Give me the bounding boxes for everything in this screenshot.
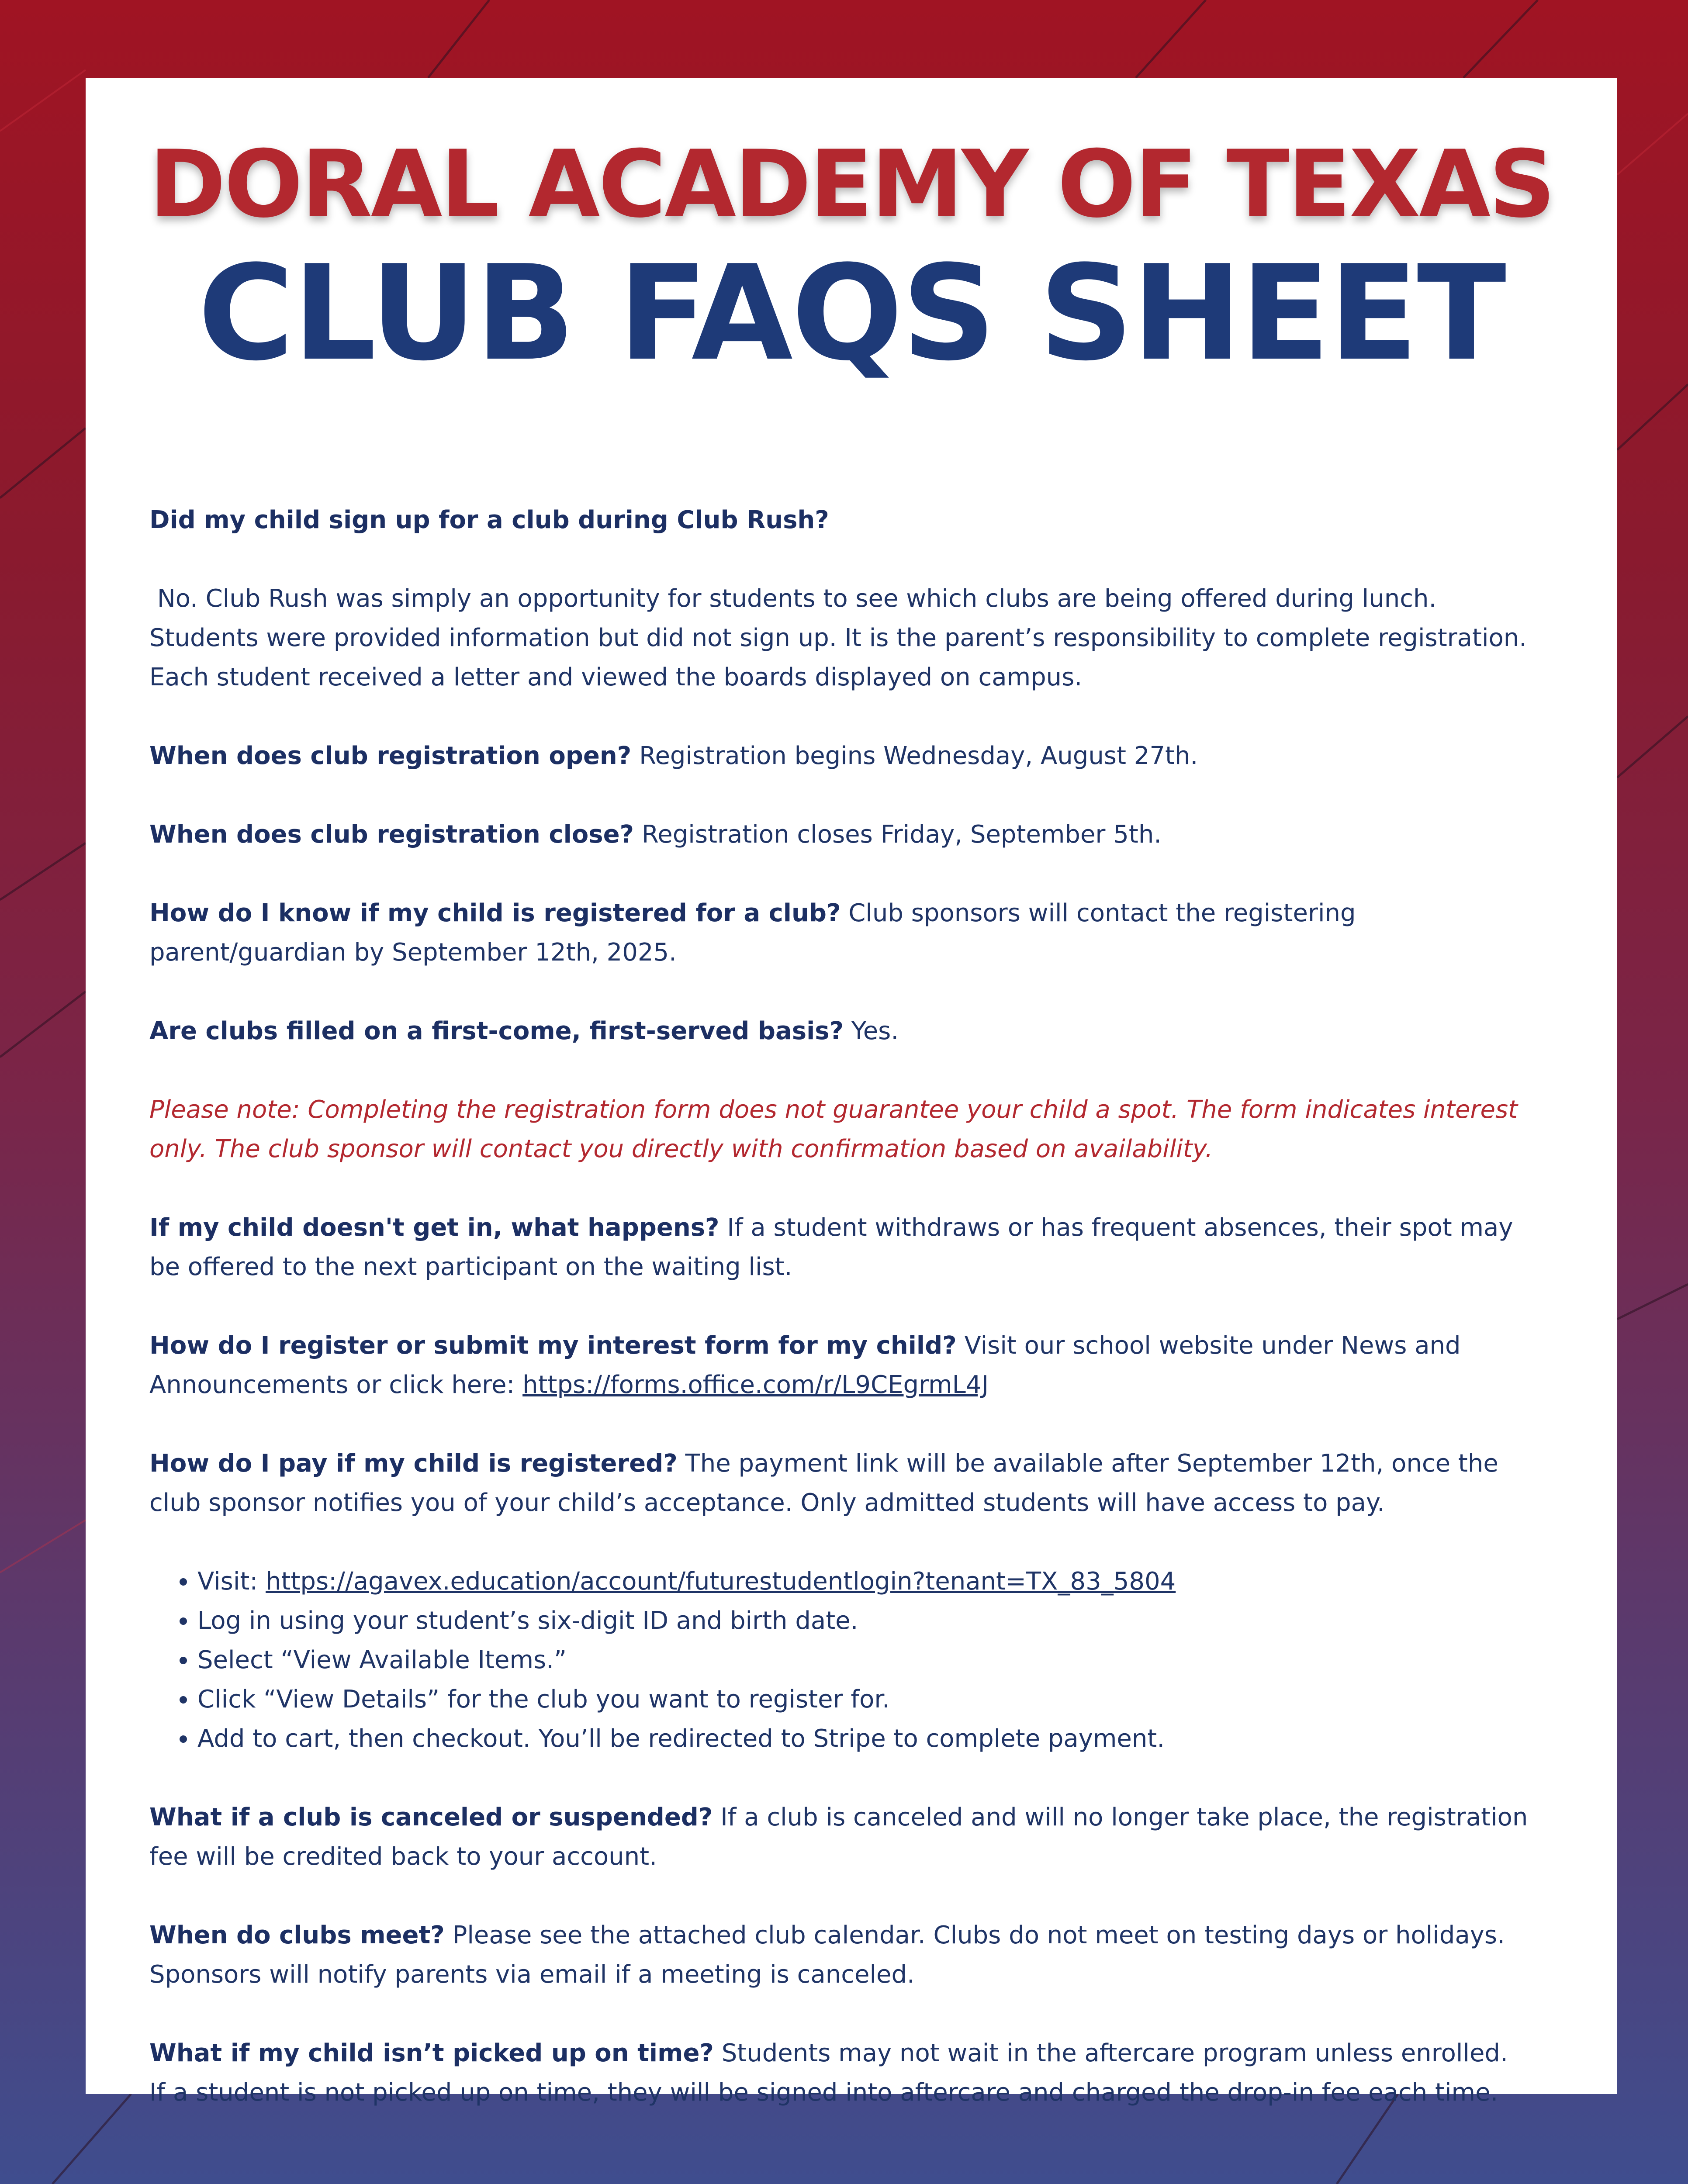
page-title: CLUB FAQS SHEET	[197, 237, 1505, 390]
faq-answer-text: If a student withdraws or has frequent absences, their spot may be offered to the next participant on the waiting list.	[149, 1213, 1513, 1281]
faq-item	[149, 1208, 1530, 1287]
faq-question: Did my child sign up for a club during Club Rush?	[149, 506, 829, 534]
faq-answer-text: Yes.	[851, 1017, 899, 1045]
faq-answer-text: If a club is canceled and will no longer take place, the registration fee will be credited back to your account.	[149, 1803, 1528, 1871]
visit-label: Visit:	[197, 1567, 258, 1596]
faq-answer	[149, 579, 1530, 697]
list-item: • Click “View Details” for the club you want to register for.	[197, 1680, 1530, 1719]
faq-question: How do I pay if my child is registered?	[149, 1449, 678, 1478]
faq-question: How do I register or submit my interest form for my child?	[149, 1331, 957, 1360]
faq-answer-text: Club sponsors will contact the registering parent/guardian by September 12th, 2025.	[149, 899, 1356, 967]
faq-answer-text: No. Club Rush was simply an opportunity for students to see which clubs are being offered during lunch. Students were provided information but did not sign up. It is the parent’s responsibility to complete registration. Each student received a letter and viewed the boards displayed on campus.	[149, 584, 1527, 691]
faq-answer-text: The payment link will be available after September 12th, once the club sponsor notifies you of your child’s acceptance. Only admitted students will have access to pay.	[149, 1449, 1498, 1517]
faq-item	[149, 1326, 1530, 1405]
faq-question: What if a club is canceled or suspended?	[149, 1803, 713, 1832]
interest-form-link[interactable]: https://forms.office.com/r/L9CEgrmL4J	[522, 1371, 989, 1399]
faq-question: When does club registration close?	[149, 820, 634, 849]
faq-item	[149, 1798, 1530, 1876]
faq-question: What if my child isn’t picked up on time?	[149, 2039, 714, 2067]
payment-portal-link[interactable]: https://agavex.education/account/futurestudentlogin?tenant=TX_83_5804	[266, 1567, 1176, 1596]
faq-content	[149, 501, 1530, 2152]
school-name-heading: DORAL ACADEMY OF TEXAS	[149, 130, 1554, 238]
faq-item	[149, 736, 1530, 776]
faq-answer-text: Please see the attached club calendar. Clubs do not meet on testing days or holidays. Sponsors will notify parents via email if a meeting is canceled.	[149, 1921, 1505, 1989]
faq-answer-text: Registration closes Friday, September 5th.	[641, 820, 1162, 849]
faq-item	[149, 894, 1530, 972]
faq-item	[149, 501, 1530, 540]
faq-sheet	[86, 78, 1617, 2107]
faq-question: When do clubs meet?	[149, 1921, 445, 1949]
faq-question: Are clubs filled on a first-come, first-served basis?	[149, 1017, 844, 1045]
faq-answer-text: Registration begins Wednesday, August 27th.	[639, 742, 1198, 770]
list-item: • Select “View Available Items.”	[197, 1641, 1530, 1680]
faq-question: How do I know if my child is registered for a club?	[149, 899, 841, 927]
list-item: • Log in using your student’s six-digit ID and birth date.	[197, 1601, 1530, 1641]
faq-question: When does club registration open?	[149, 742, 632, 770]
list-item: • Add to cart, then checkout. You’ll be redirected to Stripe to complete payment.	[197, 1719, 1530, 1759]
faq-question: If my child doesn't get in, what happens?	[149, 1213, 719, 1242]
payment-steps-list	[149, 1562, 1530, 1759]
faq-answer-text: Students may not wait in the aftercare program unless enrolled. If a student is not picked up on time, they will be signed into aftercare and charged the drop-in fee each time.	[149, 2039, 1508, 2107]
list-item	[197, 1562, 1530, 1601]
registration-note: Please note: Completing the registration form does not guarantee your child a spot. The form indicates interest only. The club sponsor will contact you directly with confirmation based on availability.	[149, 1095, 1518, 1163]
faq-item	[149, 1012, 1530, 1051]
faq-item	[149, 2034, 1530, 2112]
faq-item	[149, 815, 1530, 854]
faq-item	[149, 1444, 1530, 1523]
faq-item	[149, 1916, 1530, 1994]
faq-answer-text: Visit our school website under News and Announcements or click here:	[149, 1331, 1461, 1399]
